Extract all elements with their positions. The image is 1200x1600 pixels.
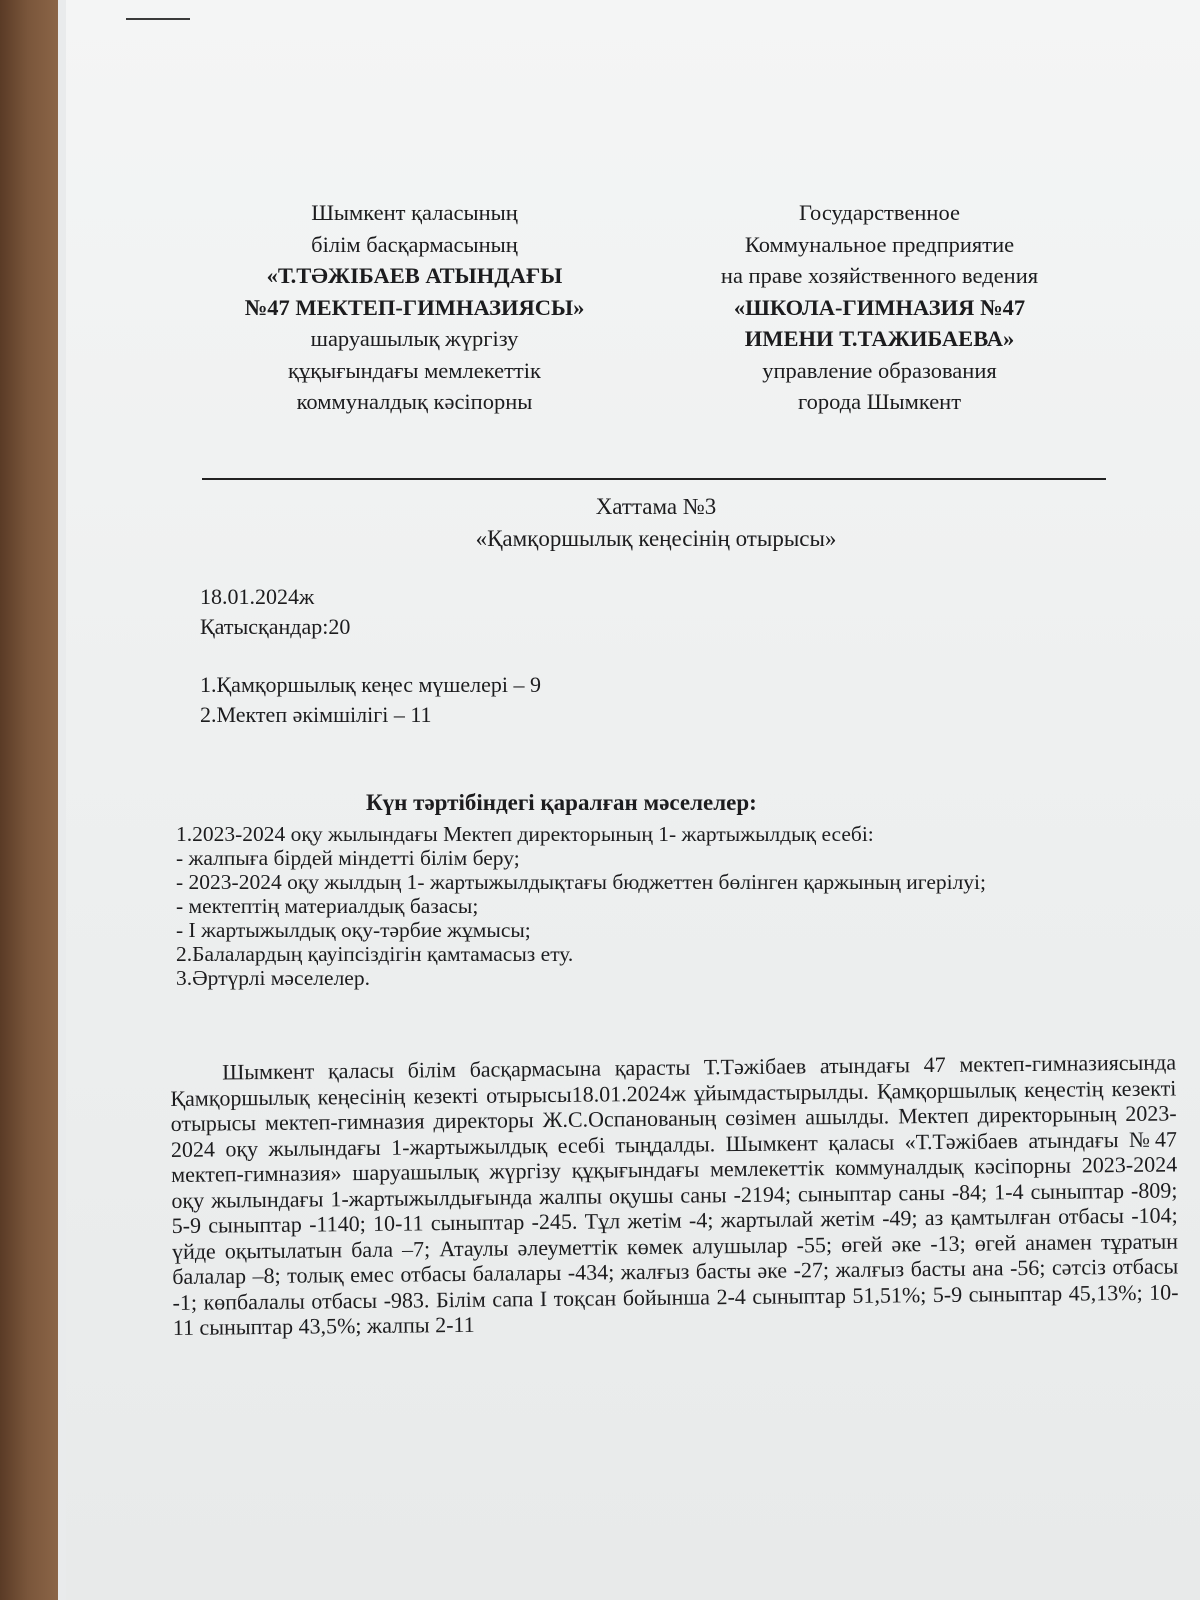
header-right-line: города Шымкент (797, 389, 962, 414)
header-left-line: шаруашылық жүргізу (310, 326, 519, 351)
header-right-line: Коммунальное предприятие (744, 231, 1015, 257)
agenda-title: Күн тәртібіндегі қаралған мәселелер: (366, 790, 757, 815)
agenda-item: - 2023-2024 оқу жылдың 1- жартыжылдықтағы бюджеттен бөлінген қаржының игерілуі; (176, 870, 987, 894)
header-left-line: білім басқармасының (311, 231, 518, 257)
protocol-title: Хаттама №3 (595, 494, 717, 519)
header-kazakh (202, 197, 627, 418)
header-right-line: ИМЕНИ Т.ТАЖИБАЕВА» (744, 326, 1015, 351)
header-left-line: №47 МЕКТЕП-ГИМНАЗИЯСЫ» (244, 294, 585, 320)
header-right-line: «ШКОЛА-ГИМНАЗИЯ №47 (733, 294, 1026, 320)
body-paragraph: Шымкент қаласы білім басқармасына қарасты Т.Тәжібаев атындағы 47 мектеп-гимназиясында Қамқоршылық кеңесінің кезекті отырысы18.01.2024ж ұйымдастырылды. Қамқоршылық кеңестің кезекті отырысы мектеп-гимназия директоры Ж.С.Оспанованың сөзімен ашылды. Мектеп директорының 2023-2024 оқу жылындағы 1-жартыжылдық есебі тыңдалды. Шымкент қаласы «Т.Тәжібаев атындағы №47 мектеп-гимназия» шаруашылық жүргізу құқығындағы мемлекеттік коммуналдық кәсіпорны 2023-2024 оқу жылындағы 1-жартыжылдығында жалпы оқушы саны -2194; сыныптар саны -84; 1-4 сыныптар -809; 5-9 сыныптар -1140; 10-11 сыныптар -245. Тұл жетім -4; жартылай жетім -49; аз қамтылған отбасы -104; үйде оқытылатын бала –7; Атаулы әлеуметтік көмек алушылар -55; өгей әке -13; өгей анамен тұратын балалар –8; толық емес отбасы балалары -434; жалғыз басты әке -27; жалғыз басты ана -56; сәтсіз отбасы -1; көпбалалы отбасы -983. Білім сапа I тоқсан бойынша 2-4 сыныптар 51,51%; 5-9 сыныптар 45,13%; 10-11 сыныптар 43,5%; жалпы 2-11 (170, 1049, 1179, 1340)
header-right-line: управление образования (762, 357, 997, 383)
agenda-item: 3.Әртүрлі мәселелер. (176, 966, 370, 990)
agenda-item: 1.2023-2024 оқу жылындағы Мектеп директорының 1- жартыжылдық есебі: (176, 822, 874, 846)
header-left-line: «Т.ТӘЖІБАЕВ АТЫНДАҒЫ (266, 263, 563, 288)
meeting-date: 18.01.2024ж (200, 584, 315, 609)
agenda-list (176, 822, 1136, 990)
page-mark (126, 18, 190, 20)
agenda-item: - мектептің материалдық базасы; (176, 894, 479, 918)
header-right-line: на праве хозяйственного ведения (720, 263, 1039, 288)
agenda-item: - жалпыға бірдей міндетті білім беру; (176, 846, 520, 870)
participants-item: 1.Қамқоршылық кеңес мүшелері – 9 (200, 672, 541, 697)
participants-item: 2.Мектеп әкімшілігі – 11 (200, 702, 432, 727)
header-left-line: құқығындағы мемлекеттік (288, 357, 541, 383)
header-right-line: Государственное (799, 200, 960, 225)
header-left-line: Шымкент қаласының (311, 200, 518, 225)
protocol-subtitle: «Қамқоршылық кеңесінің отырысы» (475, 526, 837, 551)
participants-count: Қатысқандар:20 (200, 614, 351, 639)
header-russian (662, 197, 1097, 418)
agenda-item: - I жартыжылдық оқу-тәрбие жұмысы; (176, 918, 531, 942)
agenda-item: 2.Балалардың қауіпсіздігін қамтамасыз ету. (176, 942, 574, 966)
header-divider (202, 478, 1106, 480)
header-left-line: коммуналдық кәсіпорны (296, 389, 533, 414)
document-page (66, 0, 1200, 1600)
